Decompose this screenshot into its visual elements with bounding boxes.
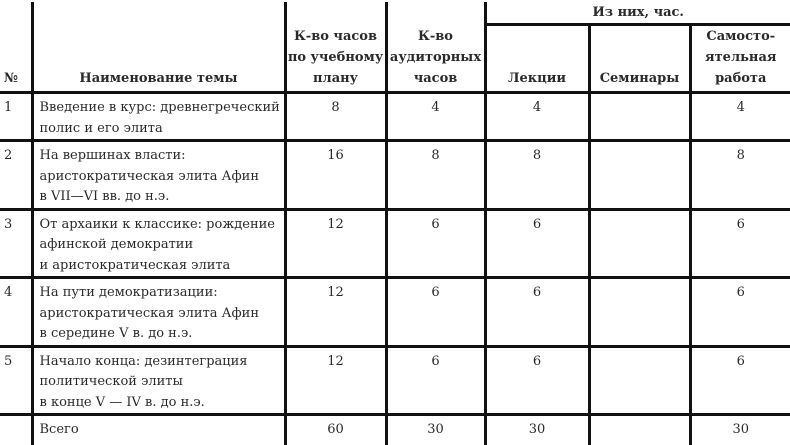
curriculum-table (0, 2, 790, 445)
topic-line: На пути демократизации: (39, 285, 218, 300)
row-self-study: 6 (690, 346, 790, 415)
row-seminars (589, 346, 690, 415)
row-topic (32, 278, 285, 347)
topic-line: в середине V в. до н.э. (39, 326, 193, 341)
header-number: № (0, 2, 32, 93)
row-seminars (589, 278, 690, 347)
row-plan-hours: 12 (285, 346, 386, 415)
topic-line: аристократическая элита Афин (39, 168, 259, 184)
topic-line: Введение в курс: древнегреческий (39, 100, 280, 115)
table-row (0, 141, 790, 210)
row-aud-hours: 6 (386, 209, 485, 278)
header-topic: Наименование темы (32, 2, 285, 93)
row-lectures: 4 (485, 93, 589, 141)
header-hours-plan (285, 2, 386, 93)
row-number: 4 (0, 278, 32, 347)
row-seminars (589, 141, 690, 210)
table-row (0, 346, 790, 415)
row-number: 5 (0, 346, 32, 415)
table-row (0, 93, 790, 141)
row-lectures: 6 (485, 346, 589, 415)
topic-line: афинской демократии (39, 237, 194, 252)
row-lectures: 6 (485, 278, 589, 347)
row-lectures: 8 (485, 141, 589, 210)
total-seminars (589, 415, 690, 445)
row-self-study: 8 (690, 141, 790, 210)
row-aud-hours: 8 (386, 141, 485, 210)
row-aud-hours: 6 (386, 278, 485, 347)
topic-line: полис и его элита (39, 120, 163, 136)
header-hours-aud-line: аудиторных (389, 50, 482, 65)
topic-line: политической элиты (39, 374, 183, 389)
total-label: Всего (32, 415, 285, 445)
row-seminars (589, 209, 690, 278)
row-aud-hours: 4 (386, 93, 485, 141)
header-hours-plan-line: К-во часов (293, 29, 377, 44)
total-row (0, 415, 790, 445)
topic-line: и аристократическая элита (39, 257, 231, 273)
row-number: 1 (0, 93, 32, 141)
row-plan-hours: 16 (285, 141, 386, 210)
topic-line: аристократическая элита Афин (39, 305, 259, 321)
header-lectures: Лекции (485, 25, 589, 93)
row-self-study: 6 (690, 278, 790, 347)
header-hours-aud-line: часов (413, 71, 458, 86)
total-plan-hours: 60 (285, 415, 386, 445)
header-hours-plan-line: плану (313, 71, 358, 86)
header-self-study-line: Самосто- (706, 29, 776, 44)
row-topic (32, 141, 285, 210)
topic-line: На вершинах власти: (39, 148, 186, 163)
topic-line: в VII—VI вв. до н.э. (39, 189, 170, 204)
row-topic (32, 346, 285, 415)
row-self-study: 6 (690, 209, 790, 278)
total-lectures: 30 (485, 415, 589, 445)
header-of-which: Из них, час. (485, 2, 790, 25)
row-plan-hours: 8 (285, 93, 386, 141)
topic-line: в конце V — IV в. до н.э. (39, 394, 205, 410)
header-hours-aud (386, 2, 485, 93)
row-plan-hours: 12 (285, 278, 386, 347)
row-lectures: 6 (485, 209, 589, 278)
header-seminars: Семинары (589, 25, 690, 93)
topic-line: От архаики к классике: рождение (39, 216, 275, 232)
row-number: 3 (0, 209, 32, 278)
row-aud-hours: 6 (386, 346, 485, 415)
total-aud-hours: 30 (386, 415, 485, 445)
table-row (0, 209, 790, 278)
total-self-study: 30 (690, 415, 790, 445)
header-self-study-line: ятельная (705, 50, 777, 65)
header-self-study-line: работа (715, 71, 767, 86)
header-hours-aud-line: К-во (418, 29, 453, 44)
row-number: 2 (0, 141, 32, 210)
table-row (0, 278, 790, 347)
row-topic (32, 209, 285, 278)
row-plan-hours: 12 (285, 209, 386, 278)
header-hours-plan-line: по учебному (287, 50, 384, 65)
total-number (0, 415, 32, 445)
row-topic (32, 93, 285, 141)
header-self-study (690, 25, 790, 93)
topic-line: Начало конца: дезинтеграция (39, 353, 248, 369)
row-seminars (589, 93, 690, 141)
row-self-study: 4 (690, 93, 790, 141)
